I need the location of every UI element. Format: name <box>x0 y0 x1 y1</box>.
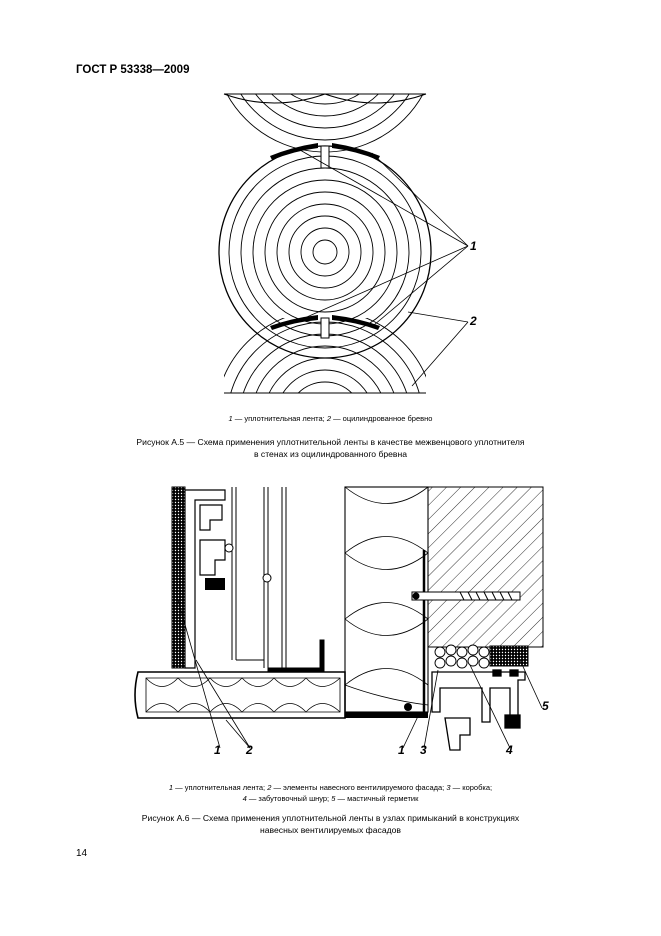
fastener-screw <box>404 703 412 711</box>
mastic-sealant <box>490 646 528 666</box>
figure-a5-log-wall-drawing <box>0 0 661 420</box>
figure-a5-caption: Рисунок А.5 — Схема применения уплотнительной ленты в качестве межвенцового уплотнителя в стенах из оцилиндрованного бревна <box>136 437 525 459</box>
callout-1-a6-right: 1 <box>398 743 405 757</box>
callout-2-a6: 2 <box>246 743 253 757</box>
facade-cladding <box>172 487 271 668</box>
callout-4-a6: 4 <box>506 743 513 757</box>
callout-5-a6: 5 <box>542 699 549 713</box>
callout-1-a6-left: 1 <box>214 743 221 757</box>
callout-2-a5: 2 <box>470 314 477 328</box>
page-number: 14 <box>76 848 88 859</box>
top-log-section <box>213 0 437 152</box>
sill-panel <box>135 672 428 718</box>
figure-a6-caption: Рисунок А.6 — Схема применения уплотнительной ленты в узлах примыканий в конструкциях навесных вентилируемых фасадов <box>141 813 520 835</box>
document-header: ГОСТ Р 53338—2009 <box>76 64 190 76</box>
callout-1-a5: 1 <box>470 239 477 253</box>
figure-a6-facade-drawing <box>0 470 661 770</box>
figure-a5-legend: 1 — уплотнительная лента; 2 — оцилиндрованное бревно <box>228 414 433 423</box>
figure-a6-legend: 1 — уплотнительная лента; 2 — элементы навесного вентилируемого фасада; 3 — коробка; 4 — забутовочный шнур; 5 — мастичный герметик <box>168 783 493 803</box>
anchor-bolt <box>412 592 520 600</box>
callout-3-a6: 3 <box>420 743 427 757</box>
backer-rod <box>435 645 489 668</box>
sealing-tapes <box>270 143 380 330</box>
